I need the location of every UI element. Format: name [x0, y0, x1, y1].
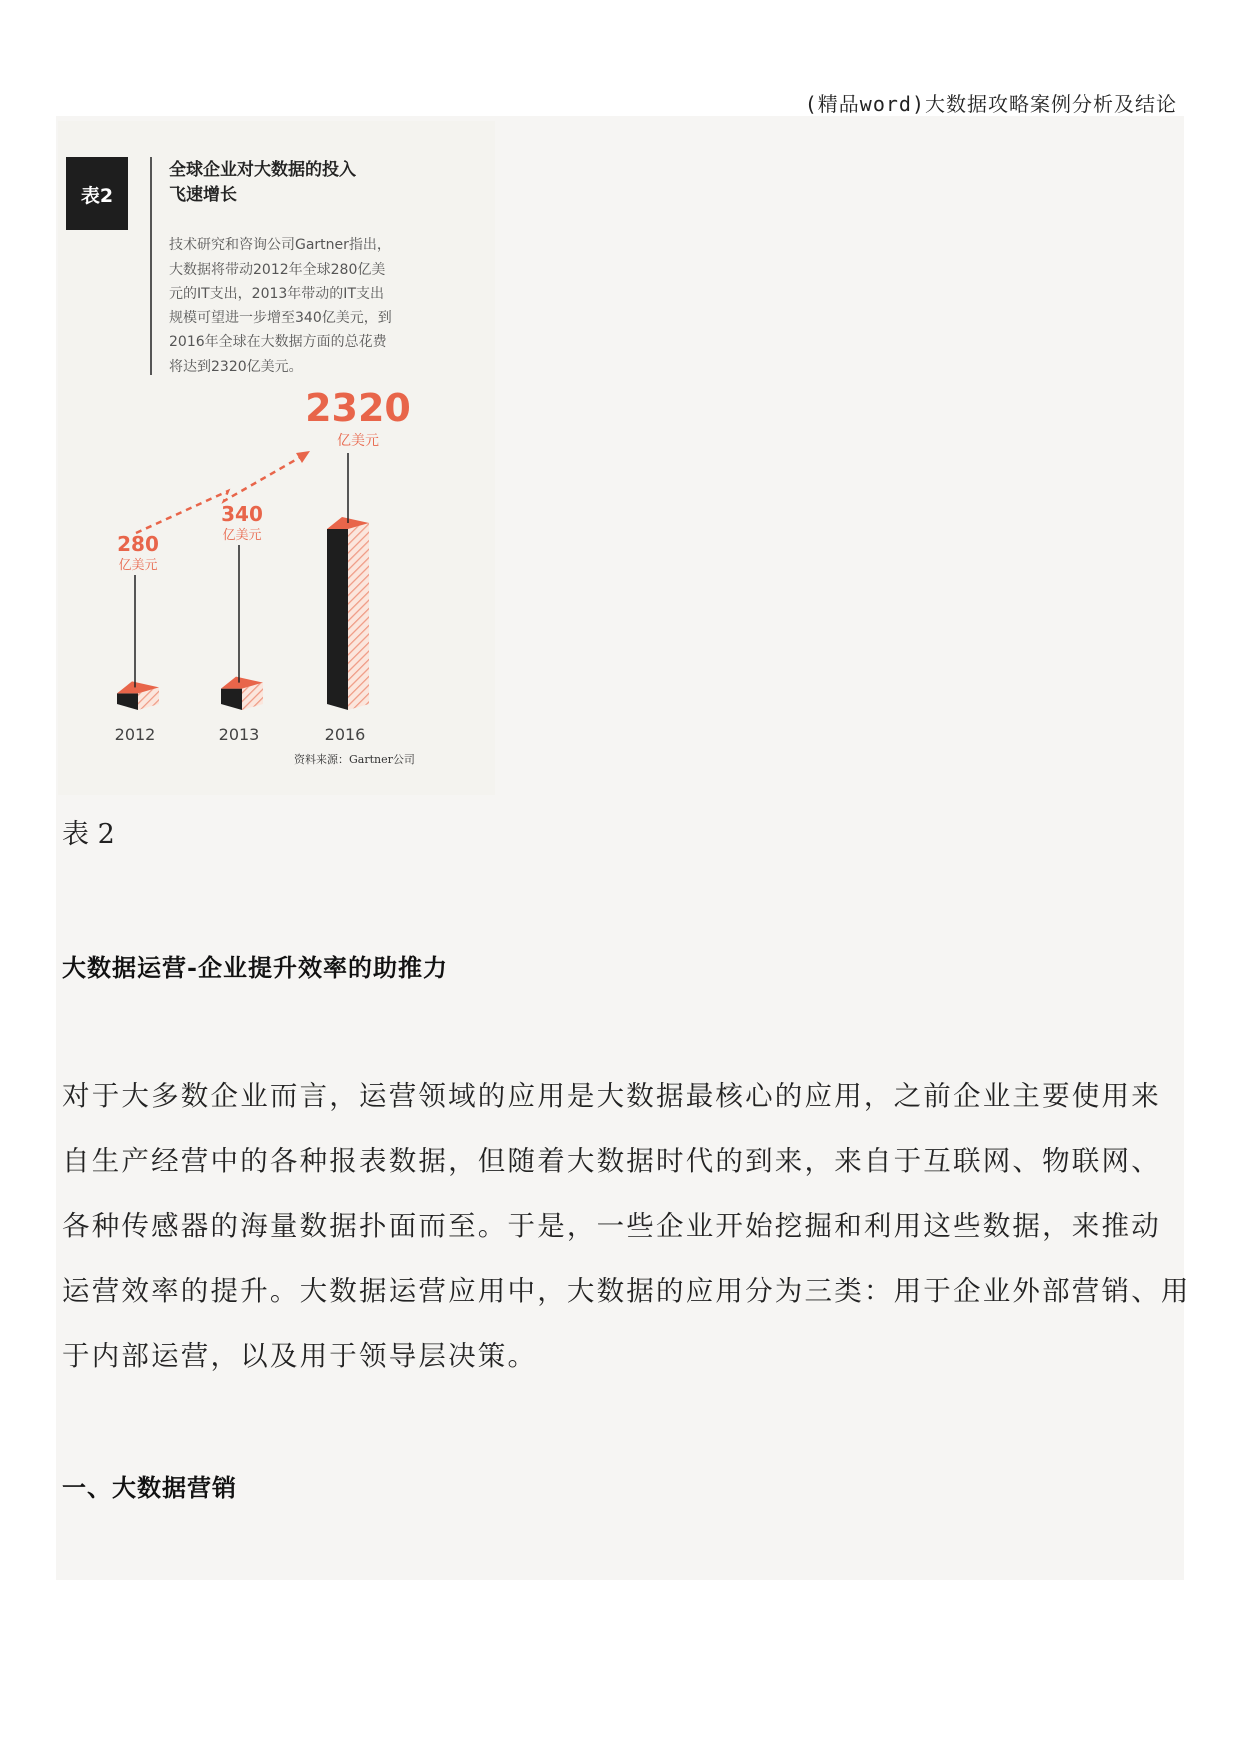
body-paragraph [62, 1064, 1191, 1389]
paragraph-line: 对于大多数企业而言，运营领域的应用是大数据最核心的应用，之前企业主要使用来 [62, 1080, 1161, 1112]
figure-caption: 表 2 [62, 819, 115, 850]
bar-face-dark [221, 689, 242, 710]
badge-label: 表2 [80, 185, 114, 207]
paragraph-line: 自生产经营中的各种报表数据，但随着大数据时代的到来，来自于互联网、物联网、 [62, 1145, 1161, 1177]
bar-face-hatched [348, 523, 369, 710]
figure-body-line: 技术研究和咨询公司Gartner指出， [169, 237, 391, 253]
figure-body-line: 大数据将带动2012年全球280亿美 [169, 262, 386, 278]
running-header: (精品word)大数据攻略案例分析及结论 [804, 92, 1177, 116]
figure-body [169, 236, 392, 375]
figure-body-line: 2016年全球在大数据方面的总花费 [169, 334, 387, 350]
unit-label: 亿美元 [337, 433, 379, 449]
figure-title-line-1: 全球企业对大数据的投入 [169, 160, 356, 180]
data-label: 2320 [305, 386, 411, 430]
paragraph-line: 运营效率的提升。大数据运营应用中，大数据的应用分为三类：用于企业外部营销、用 [62, 1275, 1191, 1307]
figure-body-line: 将达到2320亿美元。 [169, 359, 303, 375]
data-label: 280 [117, 532, 159, 556]
data-label: 340 [221, 502, 263, 526]
figure-title-line-2: 飞速增长 [169, 185, 237, 205]
growth-arrow [136, 455, 304, 533]
section-title-marketing: 一、大数据营销 [62, 1473, 237, 1502]
figure-body-line: 规模可望进一步增至340亿美元，到 [169, 310, 392, 326]
unit-label: 亿美元 [222, 528, 262, 543]
paragraph-line: 各种传感器的海量数据扑面而至。于是，一些企业开始挖掘和利用这些数据，来推动 [62, 1210, 1161, 1242]
section-title: 大数据运营-企业提升效率的助推力 [62, 953, 448, 982]
bar-face-dark [117, 693, 138, 710]
x-tick-label: 2013 [218, 725, 260, 744]
bar-face-dark [327, 529, 348, 710]
infographic-figure [58, 121, 495, 795]
figure-body-line: 元的IT支出，2013年带动的IT支出 [169, 286, 384, 302]
chart-source: 资料来源：Gartner公司 [294, 753, 415, 766]
infographic-svg [58, 121, 495, 795]
x-tick-label: 2016 [324, 725, 366, 744]
unit-label: 亿美元 [118, 558, 158, 573]
x-tick-label: 2012 [114, 725, 156, 744]
paragraph-line: 于内部运营，以及用于领导层决策。 [62, 1340, 538, 1372]
bar-chart [115, 386, 411, 744]
